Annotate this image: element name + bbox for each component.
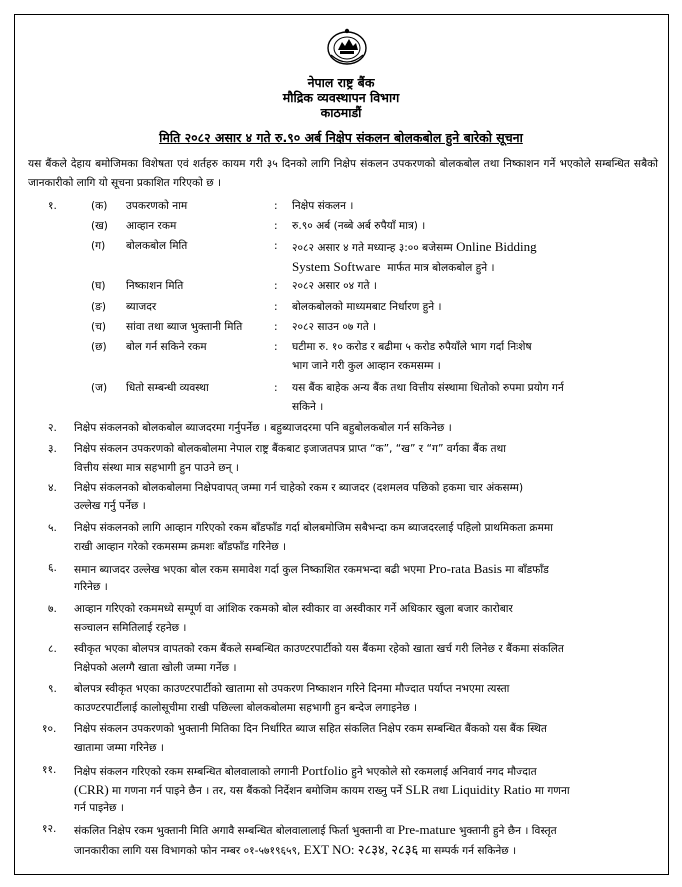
department-name: मौद्रिक व्यवस्थापन विभाग [282, 90, 400, 105]
bank-name: नेपाल राष्ट्र बैंक [307, 75, 375, 90]
intro-paragraph: यस बैंकले देहाय बमोजिमका विशेषता एवं शर्तहरु कायम गरी ३५ दिनको लागि निक्षेप संकलन उपकरणको बोलकबोल तथा निष्काशन गर्ने भएकोले सम्बन्धित सबैको जानकारीको लागि यो सूचना प्रकाशित गरिएको छ । [28, 158, 658, 189]
item-1-number: १. [48, 200, 57, 212]
city-name: काठमाडौं [320, 105, 362, 120]
notice-subject: मिति २०८२ असार ४ गते रु.९० अर्ब निक्षेप संकलन बोलकबोल हुने बारेको सूचना [159, 130, 523, 145]
central-bank-emblem-icon [325, 27, 369, 67]
